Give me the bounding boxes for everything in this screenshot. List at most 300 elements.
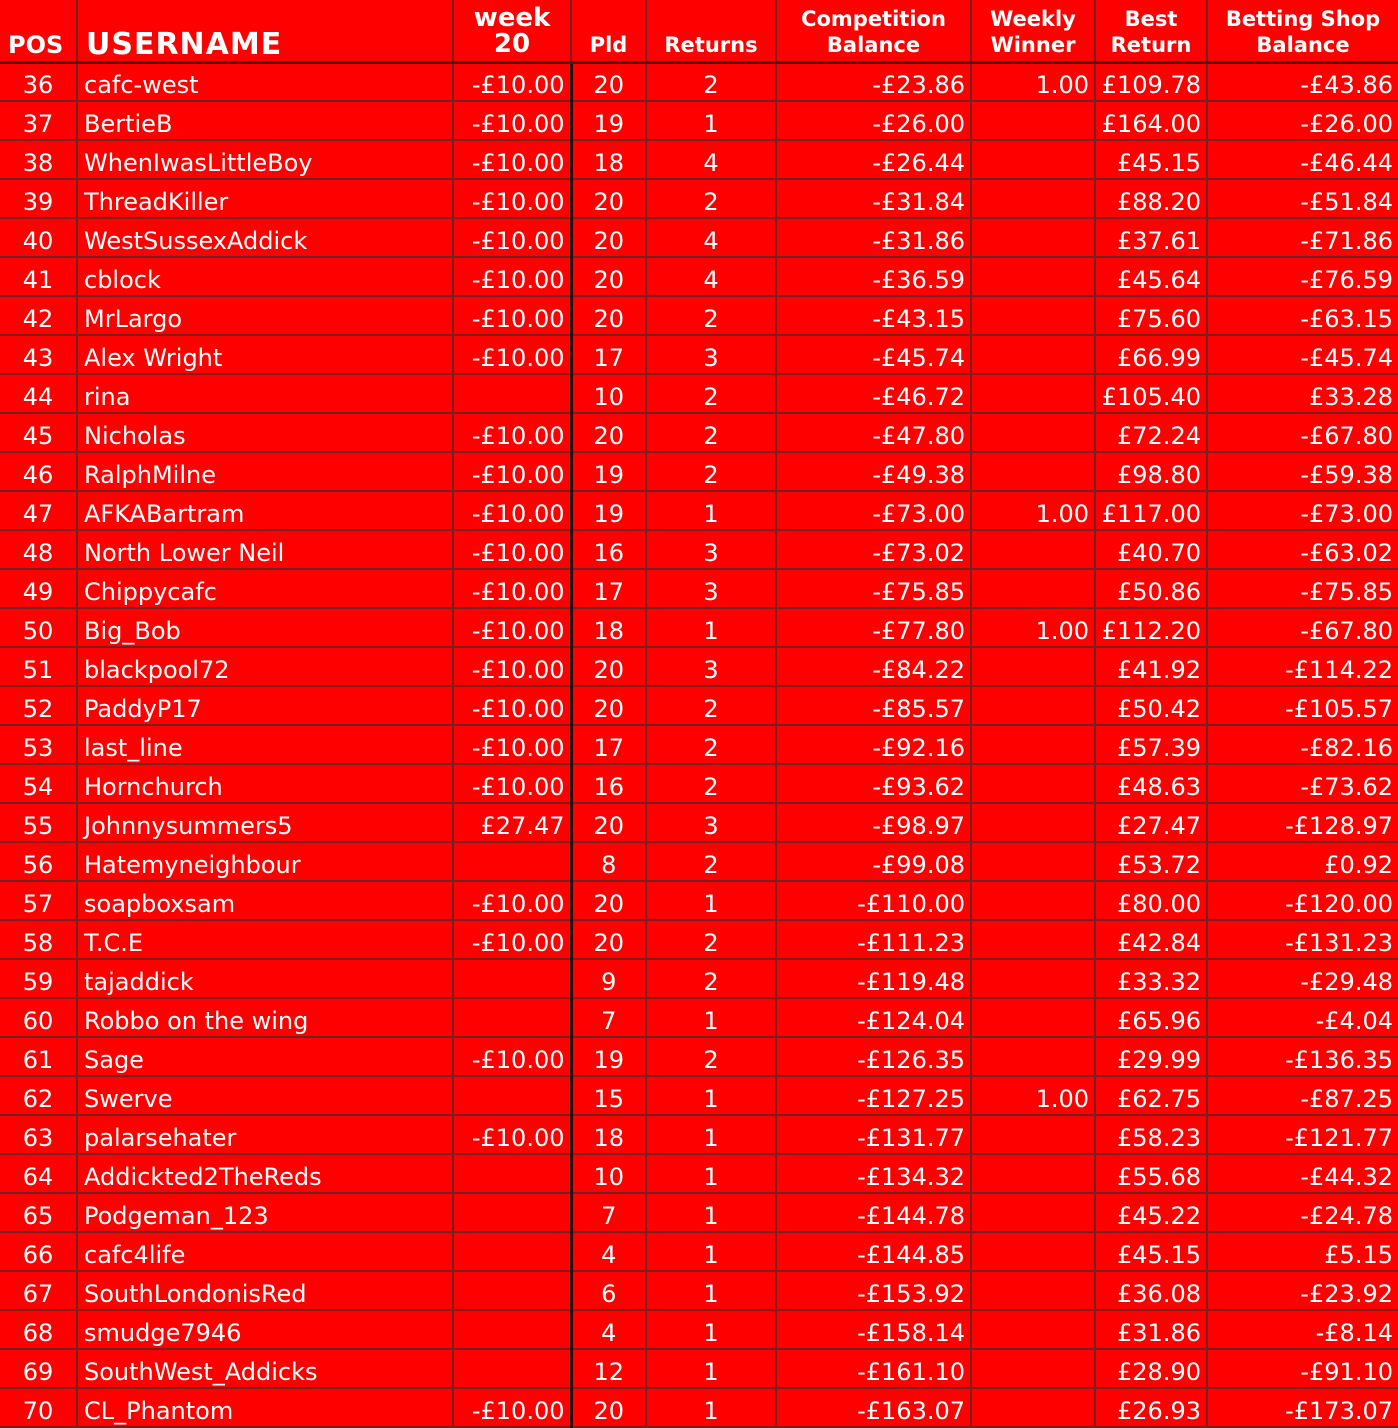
best-return-cell: £58.23 bbox=[1095, 1115, 1207, 1154]
username-cell: Swerve bbox=[77, 1076, 453, 1115]
returns-cell: 2 bbox=[646, 764, 776, 803]
table-row bbox=[0, 686, 1398, 725]
username-cell: soapboxsam bbox=[77, 881, 453, 920]
weekly-winner-cell bbox=[971, 374, 1095, 413]
username-cell: ThreadKiller bbox=[77, 179, 453, 218]
played-cell: 17 bbox=[571, 335, 646, 374]
best-return-cell: £164.00 bbox=[1095, 101, 1207, 140]
weekly-winner-cell bbox=[971, 1037, 1095, 1076]
table-row bbox=[0, 62, 1398, 101]
header-betting-shop-balance bbox=[1207, 0, 1398, 62]
week-20-cell: -£10.00 bbox=[453, 569, 571, 608]
pos-cell: 46 bbox=[0, 452, 77, 491]
week-20-cell: -£10.00 bbox=[453, 686, 571, 725]
week-20-cell: -£10.00 bbox=[453, 491, 571, 530]
returns-cell: 3 bbox=[646, 530, 776, 569]
best-return-cell: £28.90 bbox=[1095, 1349, 1207, 1388]
best-return-cell: £29.99 bbox=[1095, 1037, 1207, 1076]
best-return-cell: £62.75 bbox=[1095, 1076, 1207, 1115]
week-20-cell: -£10.00 bbox=[453, 881, 571, 920]
week-20-cell: £27.47 bbox=[453, 803, 571, 842]
played-cell: 20 bbox=[571, 257, 646, 296]
week-20-cell bbox=[453, 1193, 571, 1232]
best-return-cell: £98.80 bbox=[1095, 452, 1207, 491]
best-return-cell: £75.60 bbox=[1095, 296, 1207, 335]
competition-balance-cell: -£144.85 bbox=[776, 1232, 971, 1271]
pos-cell: 69 bbox=[0, 1349, 77, 1388]
played-cell: 7 bbox=[571, 998, 646, 1037]
username-cell: cblock bbox=[77, 257, 453, 296]
competition-balance-cell: -£36.59 bbox=[776, 257, 971, 296]
played-cell: 18 bbox=[571, 1115, 646, 1154]
week-20-cell: -£10.00 bbox=[453, 452, 571, 491]
table-row bbox=[0, 1193, 1398, 1232]
betting-shop-balance-cell: -£71.86 bbox=[1207, 218, 1398, 257]
weekly-winner-cell bbox=[971, 1271, 1095, 1310]
best-return-cell: £37.61 bbox=[1095, 218, 1207, 257]
username-cell: Nicholas bbox=[77, 413, 453, 452]
competition-balance-cell: -£49.38 bbox=[776, 452, 971, 491]
pos-cell: 38 bbox=[0, 140, 77, 179]
best-return-cell: £80.00 bbox=[1095, 881, 1207, 920]
best-return-cell: £109.78 bbox=[1095, 62, 1207, 101]
best-return-cell: £27.47 bbox=[1095, 803, 1207, 842]
table-row bbox=[0, 374, 1398, 413]
username-cell: blackpool72 bbox=[77, 647, 453, 686]
competition-balance-cell: -£134.32 bbox=[776, 1154, 971, 1193]
table-row bbox=[0, 452, 1398, 491]
header-pos: POS bbox=[0, 0, 77, 62]
weekly-winner-cell bbox=[971, 530, 1095, 569]
betting-shop-balance-cell: -£136.35 bbox=[1207, 1037, 1398, 1076]
header-pld: Pld bbox=[571, 0, 646, 62]
best-return-cell: £45.15 bbox=[1095, 1232, 1207, 1271]
played-cell: 20 bbox=[571, 920, 646, 959]
pos-cell: 55 bbox=[0, 803, 77, 842]
week-20-cell: -£10.00 bbox=[453, 920, 571, 959]
header-best-return bbox=[1095, 0, 1207, 62]
weekly-winner-cell bbox=[971, 959, 1095, 998]
table-row bbox=[0, 413, 1398, 452]
weekly-winner-cell: 1.00 bbox=[971, 608, 1095, 647]
table-row bbox=[0, 140, 1398, 179]
username-cell: last_line bbox=[77, 725, 453, 764]
table-row bbox=[0, 920, 1398, 959]
username-cell: CL_Phantom bbox=[77, 1388, 453, 1427]
pos-cell: 62 bbox=[0, 1076, 77, 1115]
played-cell: 20 bbox=[571, 647, 646, 686]
week-20-cell: -£10.00 bbox=[453, 62, 571, 101]
returns-cell: 2 bbox=[646, 959, 776, 998]
header-username: USERNAME bbox=[77, 0, 453, 62]
returns-cell: 2 bbox=[646, 62, 776, 101]
betting-shop-balance-cell: £33.28 bbox=[1207, 374, 1398, 413]
table-row bbox=[0, 1349, 1398, 1388]
username-cell: cafc-west bbox=[77, 62, 453, 101]
pos-cell: 60 bbox=[0, 998, 77, 1037]
pos-cell: 36 bbox=[0, 62, 77, 101]
table-row bbox=[0, 842, 1398, 881]
header-week bbox=[453, 0, 571, 62]
table-row bbox=[0, 218, 1398, 257]
returns-cell: 3 bbox=[646, 647, 776, 686]
best-return-cell: £33.32 bbox=[1095, 959, 1207, 998]
weekly-winner-cell bbox=[971, 101, 1095, 140]
betting-shop-balance-cell: -£43.86 bbox=[1207, 62, 1398, 101]
table-row bbox=[0, 296, 1398, 335]
betting-shop-balance-cell: -£23.92 bbox=[1207, 1271, 1398, 1310]
returns-cell: 2 bbox=[646, 686, 776, 725]
table-row bbox=[0, 608, 1398, 647]
header-best-line2: Return bbox=[1110, 32, 1192, 57]
weekly-winner-cell bbox=[971, 920, 1095, 959]
pos-cell: 58 bbox=[0, 920, 77, 959]
username-cell: AFKABartram bbox=[77, 491, 453, 530]
header-week-line1: week bbox=[473, 2, 551, 33]
username-cell: Big_Bob bbox=[77, 608, 453, 647]
returns-cell: 3 bbox=[646, 335, 776, 374]
played-cell: 18 bbox=[571, 608, 646, 647]
pos-cell: 40 bbox=[0, 218, 77, 257]
header-weekly-line1: Weekly bbox=[990, 6, 1076, 31]
returns-cell: 2 bbox=[646, 179, 776, 218]
best-return-cell: £40.70 bbox=[1095, 530, 1207, 569]
returns-cell: 1 bbox=[646, 1232, 776, 1271]
competition-balance-cell: -£77.80 bbox=[776, 608, 971, 647]
played-cell: 19 bbox=[571, 1037, 646, 1076]
betting-shop-balance-cell: -£45.74 bbox=[1207, 335, 1398, 374]
header-weekly-line2: Winner bbox=[990, 32, 1076, 57]
table-row bbox=[0, 491, 1398, 530]
table-row bbox=[0, 803, 1398, 842]
week-20-cell: -£10.00 bbox=[453, 257, 571, 296]
returns-cell: 1 bbox=[646, 1115, 776, 1154]
best-return-cell: £117.00 bbox=[1095, 491, 1207, 530]
weekly-winner-cell: 1.00 bbox=[971, 62, 1095, 101]
pos-cell: 61 bbox=[0, 1037, 77, 1076]
competition-balance-cell: -£158.14 bbox=[776, 1310, 971, 1349]
pos-cell: 39 bbox=[0, 179, 77, 218]
header-week-line2: 20 bbox=[493, 28, 531, 59]
table-row bbox=[0, 569, 1398, 608]
returns-cell: 2 bbox=[646, 1037, 776, 1076]
returns-cell: 2 bbox=[646, 452, 776, 491]
weekly-winner-cell bbox=[971, 452, 1095, 491]
best-return-cell: £57.39 bbox=[1095, 725, 1207, 764]
week-20-cell bbox=[453, 1232, 571, 1271]
betting-shop-balance-cell: -£26.00 bbox=[1207, 101, 1398, 140]
played-cell: 20 bbox=[571, 686, 646, 725]
week-20-cell bbox=[453, 959, 571, 998]
weekly-winner-cell bbox=[971, 1193, 1095, 1232]
played-cell: 17 bbox=[571, 569, 646, 608]
weekly-winner-cell bbox=[971, 335, 1095, 374]
week-20-cell: -£10.00 bbox=[453, 335, 571, 374]
week-20-cell: -£10.00 bbox=[453, 101, 571, 140]
weekly-winner-cell: 1.00 bbox=[971, 1076, 1095, 1115]
best-return-cell: £45.22 bbox=[1095, 1193, 1207, 1232]
username-cell: Chippycafc bbox=[77, 569, 453, 608]
table-row bbox=[0, 1271, 1398, 1310]
table-row bbox=[0, 881, 1398, 920]
weekly-winner-cell bbox=[971, 569, 1095, 608]
returns-cell: 2 bbox=[646, 725, 776, 764]
week-20-cell bbox=[453, 998, 571, 1037]
betting-shop-balance-cell: -£105.57 bbox=[1207, 686, 1398, 725]
weekly-winner-cell bbox=[971, 842, 1095, 881]
best-return-cell: £55.68 bbox=[1095, 1154, 1207, 1193]
best-return-cell: £112.20 bbox=[1095, 608, 1207, 647]
weekly-winner-cell bbox=[971, 647, 1095, 686]
weekly-winner-cell bbox=[971, 257, 1095, 296]
competition-balance-cell: -£43.15 bbox=[776, 296, 971, 335]
pos-cell: 49 bbox=[0, 569, 77, 608]
played-cell: 20 bbox=[571, 803, 646, 842]
table-row bbox=[0, 1154, 1398, 1193]
table-row bbox=[0, 725, 1398, 764]
best-return-cell: £50.86 bbox=[1095, 569, 1207, 608]
week-20-cell: -£10.00 bbox=[453, 179, 571, 218]
betting-shop-balance-cell: -£131.23 bbox=[1207, 920, 1398, 959]
week-20-cell: -£10.00 bbox=[453, 413, 571, 452]
pos-cell: 37 bbox=[0, 101, 77, 140]
played-cell: 8 bbox=[571, 842, 646, 881]
header-competition-line2: Balance bbox=[826, 32, 921, 57]
pos-cell: 67 bbox=[0, 1271, 77, 1310]
played-cell: 20 bbox=[571, 881, 646, 920]
week-20-cell bbox=[453, 1271, 571, 1310]
week-20-cell bbox=[453, 1154, 571, 1193]
table-row bbox=[0, 1310, 1398, 1349]
header-weekly-winner bbox=[971, 0, 1095, 62]
pos-cell: 41 bbox=[0, 257, 77, 296]
competition-balance-cell: -£153.92 bbox=[776, 1271, 971, 1310]
pos-cell: 70 bbox=[0, 1388, 77, 1427]
weekly-winner-cell bbox=[971, 686, 1095, 725]
weekly-winner-cell bbox=[971, 998, 1095, 1037]
betting-shop-balance-cell: -£51.84 bbox=[1207, 179, 1398, 218]
username-cell: palarsehater bbox=[77, 1115, 453, 1154]
betting-shop-balance-cell: -£76.59 bbox=[1207, 257, 1398, 296]
username-cell: Robbo on the wing bbox=[77, 998, 453, 1037]
username-cell: rina bbox=[77, 374, 453, 413]
best-return-cell: £45.15 bbox=[1095, 140, 1207, 179]
pos-cell: 63 bbox=[0, 1115, 77, 1154]
pos-cell: 50 bbox=[0, 608, 77, 647]
competition-balance-cell: -£26.00 bbox=[776, 101, 971, 140]
pos-cell: 48 bbox=[0, 530, 77, 569]
username-cell: North Lower Neil bbox=[77, 530, 453, 569]
betting-shop-balance-cell: -£91.10 bbox=[1207, 1349, 1398, 1388]
weekly-winner-cell bbox=[971, 1310, 1095, 1349]
week-20-cell bbox=[453, 374, 571, 413]
returns-cell: 2 bbox=[646, 296, 776, 335]
pos-cell: 65 bbox=[0, 1193, 77, 1232]
weekly-winner-cell bbox=[971, 1349, 1095, 1388]
best-return-cell: £50.42 bbox=[1095, 686, 1207, 725]
competition-balance-cell: -£31.86 bbox=[776, 218, 971, 257]
table-row bbox=[0, 530, 1398, 569]
username-cell: Hatemyneighbour bbox=[77, 842, 453, 881]
table-row bbox=[0, 101, 1398, 140]
played-cell: 20 bbox=[571, 1388, 646, 1427]
betting-shop-balance-cell: -£87.25 bbox=[1207, 1076, 1398, 1115]
username-cell: BertieB bbox=[77, 101, 453, 140]
returns-cell: 4 bbox=[646, 257, 776, 296]
competition-balance-cell: -£47.80 bbox=[776, 413, 971, 452]
weekly-winner-cell bbox=[971, 1154, 1095, 1193]
table-row bbox=[0, 257, 1398, 296]
pos-cell: 47 bbox=[0, 491, 77, 530]
played-cell: 19 bbox=[571, 452, 646, 491]
pos-cell: 42 bbox=[0, 296, 77, 335]
header-betting-line1: Betting Shop bbox=[1225, 6, 1381, 31]
username-cell: Addickted2TheReds bbox=[77, 1154, 453, 1193]
returns-cell: 2 bbox=[646, 413, 776, 452]
week-20-cell: -£10.00 bbox=[453, 530, 571, 569]
best-return-cell: £36.08 bbox=[1095, 1271, 1207, 1310]
best-return-cell: £41.92 bbox=[1095, 647, 1207, 686]
weekly-winner-cell bbox=[971, 881, 1095, 920]
competition-balance-cell: -£119.48 bbox=[776, 959, 971, 998]
weekly-winner-cell bbox=[971, 296, 1095, 335]
returns-cell: 4 bbox=[646, 218, 776, 257]
competition-balance-cell: -£126.35 bbox=[776, 1037, 971, 1076]
username-cell: SouthWest_Addicks bbox=[77, 1349, 453, 1388]
played-cell: 10 bbox=[571, 374, 646, 413]
betting-shop-balance-cell: -£4.04 bbox=[1207, 998, 1398, 1037]
competition-balance-cell: -£93.62 bbox=[776, 764, 971, 803]
competition-balance-cell: -£23.86 bbox=[776, 62, 971, 101]
betting-shop-balance-cell: -£73.62 bbox=[1207, 764, 1398, 803]
pos-cell: 53 bbox=[0, 725, 77, 764]
best-return-cell: £105.40 bbox=[1095, 374, 1207, 413]
competition-balance-cell: -£92.16 bbox=[776, 725, 971, 764]
played-cell: 20 bbox=[571, 413, 646, 452]
pos-cell: 57 bbox=[0, 881, 77, 920]
competition-balance-cell: -£127.25 bbox=[776, 1076, 971, 1115]
week-20-cell bbox=[453, 842, 571, 881]
header-returns: Returns bbox=[646, 0, 776, 62]
played-cell: 4 bbox=[571, 1310, 646, 1349]
table-row bbox=[0, 179, 1398, 218]
betting-shop-balance-cell: -£63.02 bbox=[1207, 530, 1398, 569]
returns-cell: 2 bbox=[646, 920, 776, 959]
betting-shop-balance-cell: -£173.07 bbox=[1207, 1388, 1398, 1427]
pos-cell: 44 bbox=[0, 374, 77, 413]
table-row bbox=[0, 959, 1398, 998]
weekly-winner-cell bbox=[971, 725, 1095, 764]
betting-shop-balance-cell: £5.15 bbox=[1207, 1232, 1398, 1271]
best-return-cell: £66.99 bbox=[1095, 335, 1207, 374]
played-cell: 20 bbox=[571, 296, 646, 335]
competition-balance-cell: -£73.02 bbox=[776, 530, 971, 569]
week-20-cell: -£10.00 bbox=[453, 764, 571, 803]
betting-shop-balance-cell: -£121.77 bbox=[1207, 1115, 1398, 1154]
username-cell: Sage bbox=[77, 1037, 453, 1076]
header-best-line1: Best bbox=[1124, 6, 1178, 31]
weekly-winner-cell bbox=[971, 218, 1095, 257]
username-cell: WhenIwasLittleBoy bbox=[77, 140, 453, 179]
weekly-winner-cell bbox=[971, 1232, 1095, 1271]
competition-balance-cell: -£161.10 bbox=[776, 1349, 971, 1388]
played-cell: 16 bbox=[571, 764, 646, 803]
weekly-winner-cell bbox=[971, 1115, 1095, 1154]
pos-cell: 51 bbox=[0, 647, 77, 686]
table-body bbox=[0, 62, 1398, 1427]
played-cell: 4 bbox=[571, 1232, 646, 1271]
table-header bbox=[0, 0, 1398, 62]
best-return-cell: £26.93 bbox=[1095, 1388, 1207, 1427]
pos-cell: 68 bbox=[0, 1310, 77, 1349]
returns-cell: 4 bbox=[646, 140, 776, 179]
username-cell: MrLargo bbox=[77, 296, 453, 335]
competition-balance-cell: -£84.22 bbox=[776, 647, 971, 686]
betting-shop-balance-cell: -£73.00 bbox=[1207, 491, 1398, 530]
table-row bbox=[0, 1076, 1398, 1115]
pos-cell: 43 bbox=[0, 335, 77, 374]
week-20-cell bbox=[453, 1349, 571, 1388]
week-20-cell: -£10.00 bbox=[453, 218, 571, 257]
username-cell: cafc4life bbox=[77, 1232, 453, 1271]
competition-balance-cell: -£75.85 bbox=[776, 569, 971, 608]
betting-shop-balance-cell: -£29.48 bbox=[1207, 959, 1398, 998]
table-row bbox=[0, 1037, 1398, 1076]
played-cell: 12 bbox=[571, 1349, 646, 1388]
pos-cell: 45 bbox=[0, 413, 77, 452]
betting-shop-balance-cell: -£63.15 bbox=[1207, 296, 1398, 335]
competition-balance-cell: -£31.84 bbox=[776, 179, 971, 218]
username-cell: Johnnysummers5 bbox=[77, 803, 453, 842]
best-return-cell: £88.20 bbox=[1095, 179, 1207, 218]
betting-shop-balance-cell: -£8.14 bbox=[1207, 1310, 1398, 1349]
header-betting-line2: Balance bbox=[1256, 32, 1350, 57]
best-return-cell: £31.86 bbox=[1095, 1310, 1207, 1349]
week-20-cell: -£10.00 bbox=[453, 725, 571, 764]
returns-cell: 1 bbox=[646, 1076, 776, 1115]
competition-balance-cell: -£144.78 bbox=[776, 1193, 971, 1232]
header-competition-line1: Competition bbox=[801, 6, 946, 31]
table-row bbox=[0, 764, 1398, 803]
weekly-winner-cell: 1.00 bbox=[971, 491, 1095, 530]
table-row bbox=[0, 647, 1398, 686]
week-20-cell: -£10.00 bbox=[453, 1388, 571, 1427]
weekly-winner-cell bbox=[971, 803, 1095, 842]
betting-shop-balance-cell: -£75.85 bbox=[1207, 569, 1398, 608]
username-cell: T.C.E bbox=[77, 920, 453, 959]
weekly-winner-cell bbox=[971, 140, 1095, 179]
competition-balance-cell: -£26.44 bbox=[776, 140, 971, 179]
table-row bbox=[0, 1388, 1398, 1427]
returns-cell: 2 bbox=[646, 374, 776, 413]
betting-shop-balance-cell: -£46.44 bbox=[1207, 140, 1398, 179]
returns-cell: 1 bbox=[646, 101, 776, 140]
week-20-cell: -£10.00 bbox=[453, 1115, 571, 1154]
returns-cell: 1 bbox=[646, 608, 776, 647]
username-cell: smudge7946 bbox=[77, 1310, 453, 1349]
pos-cell: 66 bbox=[0, 1232, 77, 1271]
competition-balance-cell: -£85.57 bbox=[776, 686, 971, 725]
returns-cell: 1 bbox=[646, 1388, 776, 1427]
username-cell: SouthLondonisRed bbox=[77, 1271, 453, 1310]
weekly-winner-cell bbox=[971, 1388, 1095, 1427]
week-20-cell: -£10.00 bbox=[453, 296, 571, 335]
week-20-cell: -£10.00 bbox=[453, 647, 571, 686]
username-cell: RalphMilne bbox=[77, 452, 453, 491]
table-row bbox=[0, 335, 1398, 374]
header-row bbox=[0, 0, 1398, 62]
competition-balance-cell: -£46.72 bbox=[776, 374, 971, 413]
